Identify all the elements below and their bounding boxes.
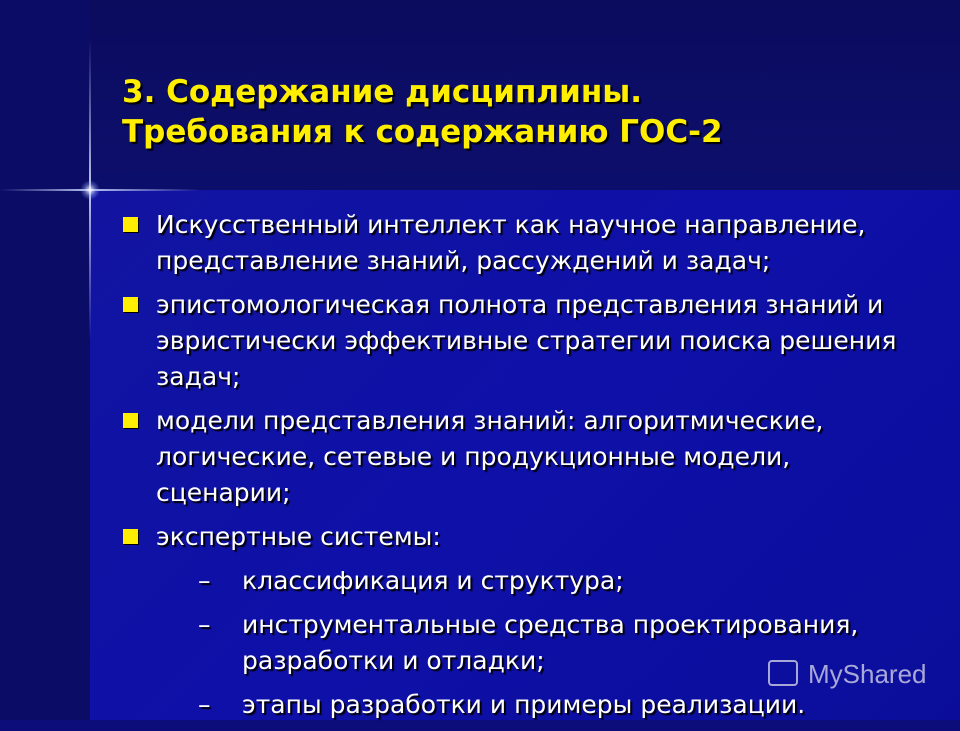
bullet-line: логические, сетевые и продукционные модели, [156,442,791,471]
bullet-item [120,287,920,395]
slide-title-line-2: Требования к содержанию ГОС-2 [122,114,723,150]
bullet-line: модели представления знаний: алгоритмические, [156,406,824,435]
square-bullet-icon [123,297,138,312]
presentation-icon [768,660,798,686]
bullet-line: Искусственный интеллект как научное направление, [156,210,866,239]
flare-horizontal [0,189,200,191]
left-band [0,0,90,720]
square-bullet-icon [123,413,138,428]
watermark-text: MyShared [808,659,927,689]
slide-title-line-1: 3. Содержание дисциплины. [122,74,643,110]
sub-item-line: разработки и отладки; [242,646,545,675]
slide-content [120,207,920,731]
bullet-item [120,207,920,279]
bullet-line: представление знаний, рассуждений и задач; [156,246,771,275]
flare-star [80,180,100,200]
sub-item-line: этапы разработки и примеры реализации. [242,690,806,719]
bullet-item [120,403,920,511]
bullet-line: задач; [156,362,241,391]
square-bullet-icon [123,529,138,544]
sub-item [120,563,920,599]
bullet-line: эпистомологическая полнота представления знаний и [156,290,884,319]
bullet-line: сценарии; [156,478,291,507]
bullet-line: экспертные системы: [156,522,441,551]
dash-marker: – [198,610,211,639]
sub-item-line: классификация и структура; [242,566,624,595]
dash-marker: – [198,690,211,719]
watermark [768,654,948,694]
bullet-item [120,519,920,555]
square-bullet-icon [123,217,138,232]
bullet-line: эвристически эффективные стратегии поиска решения [156,326,897,355]
sub-item-line: инструментальные средства проектирования, [242,610,859,639]
dash-marker: – [198,566,211,595]
slide-title [122,72,922,152]
